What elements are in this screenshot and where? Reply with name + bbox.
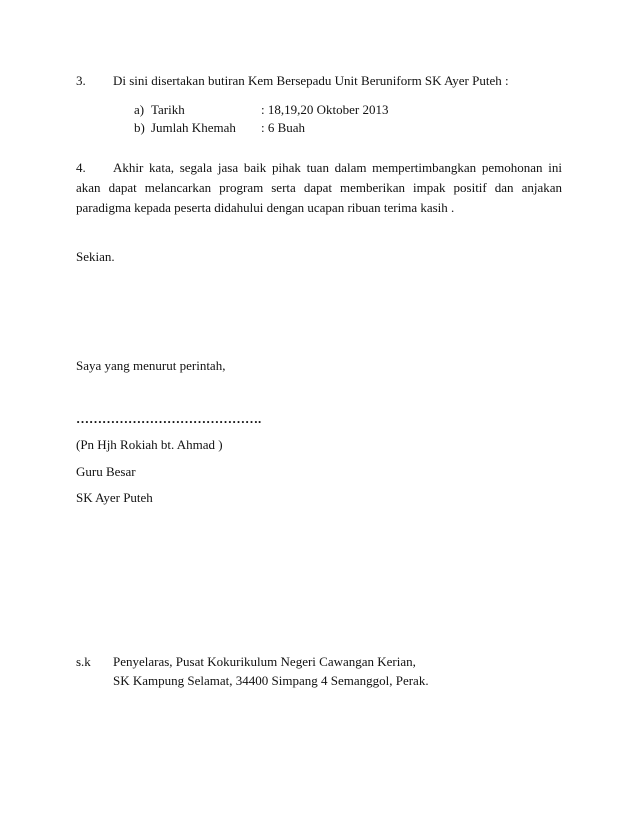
item3-number: 3. [76, 73, 86, 88]
cc-label: s.k [76, 654, 91, 669]
cc-line-1: Penyelaras, Pusat Kokurikulum Negeri Cawangan Kerian, [113, 654, 416, 669]
item3-detail-a-marker: a) [134, 102, 145, 117]
closing-text: Sekian. [76, 249, 115, 264]
signatory-title: Guru Besar [76, 464, 136, 479]
signatory-school: SK Ayer Puteh [76, 490, 153, 505]
cc-line-2: SK Kampung Selamat, 34400 Simpang 4 Semanggol, Perak. [113, 673, 429, 688]
item3-detail-b-marker: b) [134, 120, 145, 135]
item3-text: Di sini disertakan butiran Kem Bersepadu Unit Beruniform SK Ayer Puteh : [113, 73, 509, 88]
item4-text: Akhir kata, segala jasa baik pihak tuan dalam mempertimbangkan pemohonan ini akan dapat melancarkan program serta dapat memberikan impak positif dan anjakan paradigma kepada peserta didahului dengan ucapan ribuan terima kasih . [76, 160, 562, 215]
signature-line: ……………………………………. [76, 411, 262, 426]
item3-detail-a-label: Tarikh [151, 102, 185, 117]
item3-detail-a-value: : 18,19,20 Oktober 2013 [261, 102, 389, 117]
item4-number: 4. [76, 160, 86, 175]
signatory-name: (Pn Hjh Rokiah bt. Ahmad ) [76, 437, 223, 452]
item4-paragraph [76, 158, 562, 218]
signature-intro: Saya yang menurut perintah, [76, 358, 226, 373]
item3-detail-b-label: Jumlah Khemah [151, 120, 236, 135]
item3-detail-b-value: : 6 Buah [261, 120, 306, 135]
